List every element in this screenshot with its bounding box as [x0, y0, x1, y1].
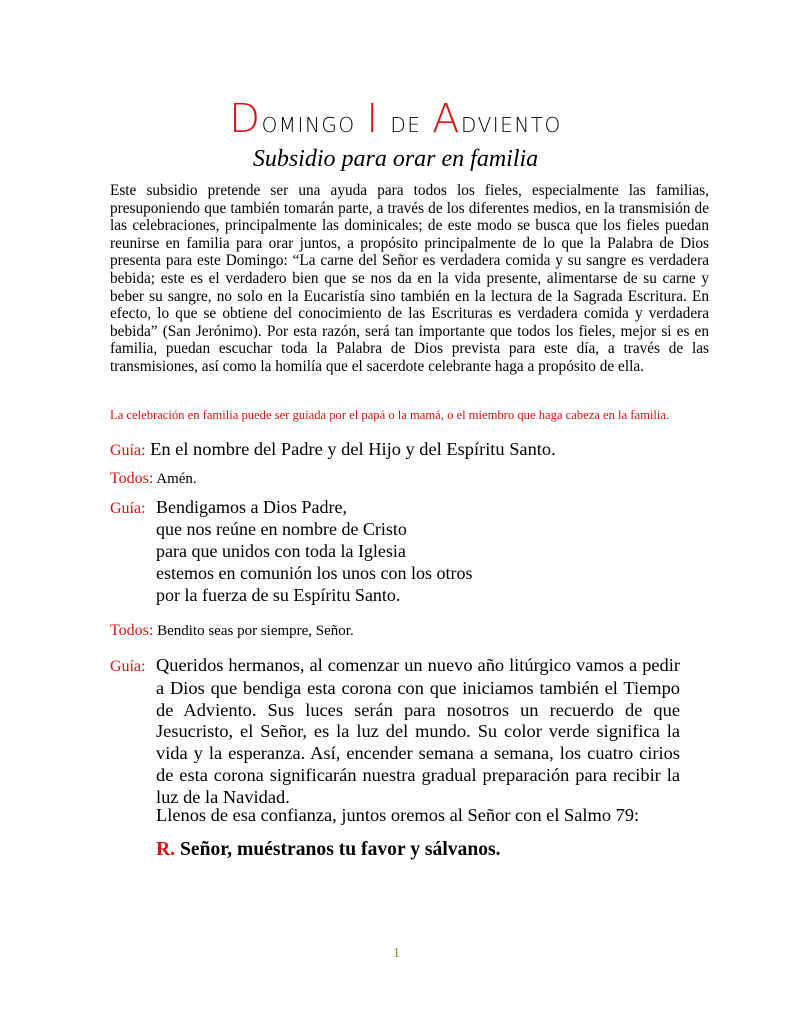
rubric-note: La celebración en familia puede ser guiada por el papá o la mamá, o el miembro que haga cabeza en la familia. — [110, 408, 670, 422]
dialogue-all-2 — [110, 621, 354, 641]
prayer-line: por la fuerza de su Espíritu Santo. — [156, 585, 401, 605]
title-initial-d: D — [229, 96, 262, 142]
prayer-line: estemos en comunión los unos con los otros — [156, 563, 473, 583]
page-subtitle: Subsidio para orar en familia — [252, 146, 539, 172]
prayer-line: que nos reúne en nombre de Cristo — [156, 519, 407, 539]
speaker-label: Todos: — [110, 622, 154, 639]
intro-paragraph: Este subsidio pretende ser una ayuda para todos los fieles, especialmente las familias, presuponiendo que también tomarán parte, a través de los diferentes medios, en la transmisión de las celebraciones, principalmente las dominicales; de este modo se busca que los fieles puedan reunirse en familia para orar juntos, a propósito principalmente de lo que la Palabra de Dios presenta para este Domingo: “La carne del Señor es verdadera comida y su sangre es verdadera bebida; este es el verdadero bien que se nos da en la vida presente, alimentarse de su carne y beber su sangre, no solo en la Eucaristía sino también en la lectura de la Sagrada Escritura. En efecto, lo que se obtiene del conocimiento de las Escrituras es verdadera comida y verdadera bebida” (San Jerónimo). Por esta razón, será tan importante que todos los fieles, mejor si es en familia, puedan escuchar toda la Palabra de Dios prevista para este día, a través de las transmisiones, así como la homilía que el sacerdote celebrante haga a propósito de ella. — [110, 182, 709, 375]
prayer-line: Bendigamos a Dios Padre, — [156, 497, 347, 517]
speaker-label: Guía: — [110, 500, 146, 517]
title-word-domingo: omingo — [261, 105, 356, 139]
dialogue-guide-2 — [110, 496, 473, 605]
dialogue-guide-1 — [110, 437, 556, 463]
dialogue-all-1 — [110, 469, 197, 489]
prayer-lines — [156, 496, 556, 606]
dialogue-text: Bendito seas por siempre, Señor. — [157, 623, 354, 639]
speaker-label: Todos: — [110, 470, 154, 487]
page-title — [0, 96, 791, 142]
title-initial-a: A — [432, 96, 462, 142]
psalm-intro: Llenos de esa confianza, juntos oremos al Señor con el Salmo 79: — [156, 805, 640, 825]
title-word-de: de — [390, 105, 422, 139]
response-label: R. — [156, 839, 176, 860]
dialogue-text: En el nombre del Padre y del Hijo y del Espíritu Santo. — [150, 439, 556, 459]
response-text: Señor, muéstranos tu favor y sálvanos. — [179, 839, 501, 860]
dialogue-text: Amén. — [156, 471, 197, 487]
psalm-response — [156, 838, 501, 862]
title-numeral: I — [366, 96, 380, 142]
speaker-label: Guía: — [110, 442, 146, 459]
dialogue-text: Queridos hermanos, al comenzar un nuevo año litúrgico vamos a pedir a Dios que bendiga esta corona con que iniciamos también el Tiempo de Adviento. Sus luces serán para nosotros un recuerdo de que Jesucristo, el Señor, es la luz del mundo. Su color verde significa la vida y la esperanza. Así, encender semana a semana, los cuatro cirios de esta corona significarán nuestra gradual preparación para recibir la luz de la Navidad. — [156, 655, 680, 807]
dialogue-guide-3 — [110, 655, 680, 809]
prayer-line: para que unidos con toda la Iglesia — [156, 541, 406, 561]
page-number: 1 — [393, 946, 400, 961]
speaker-label: Guía: — [110, 658, 146, 675]
title-word-adviento: dviento — [461, 105, 562, 139]
